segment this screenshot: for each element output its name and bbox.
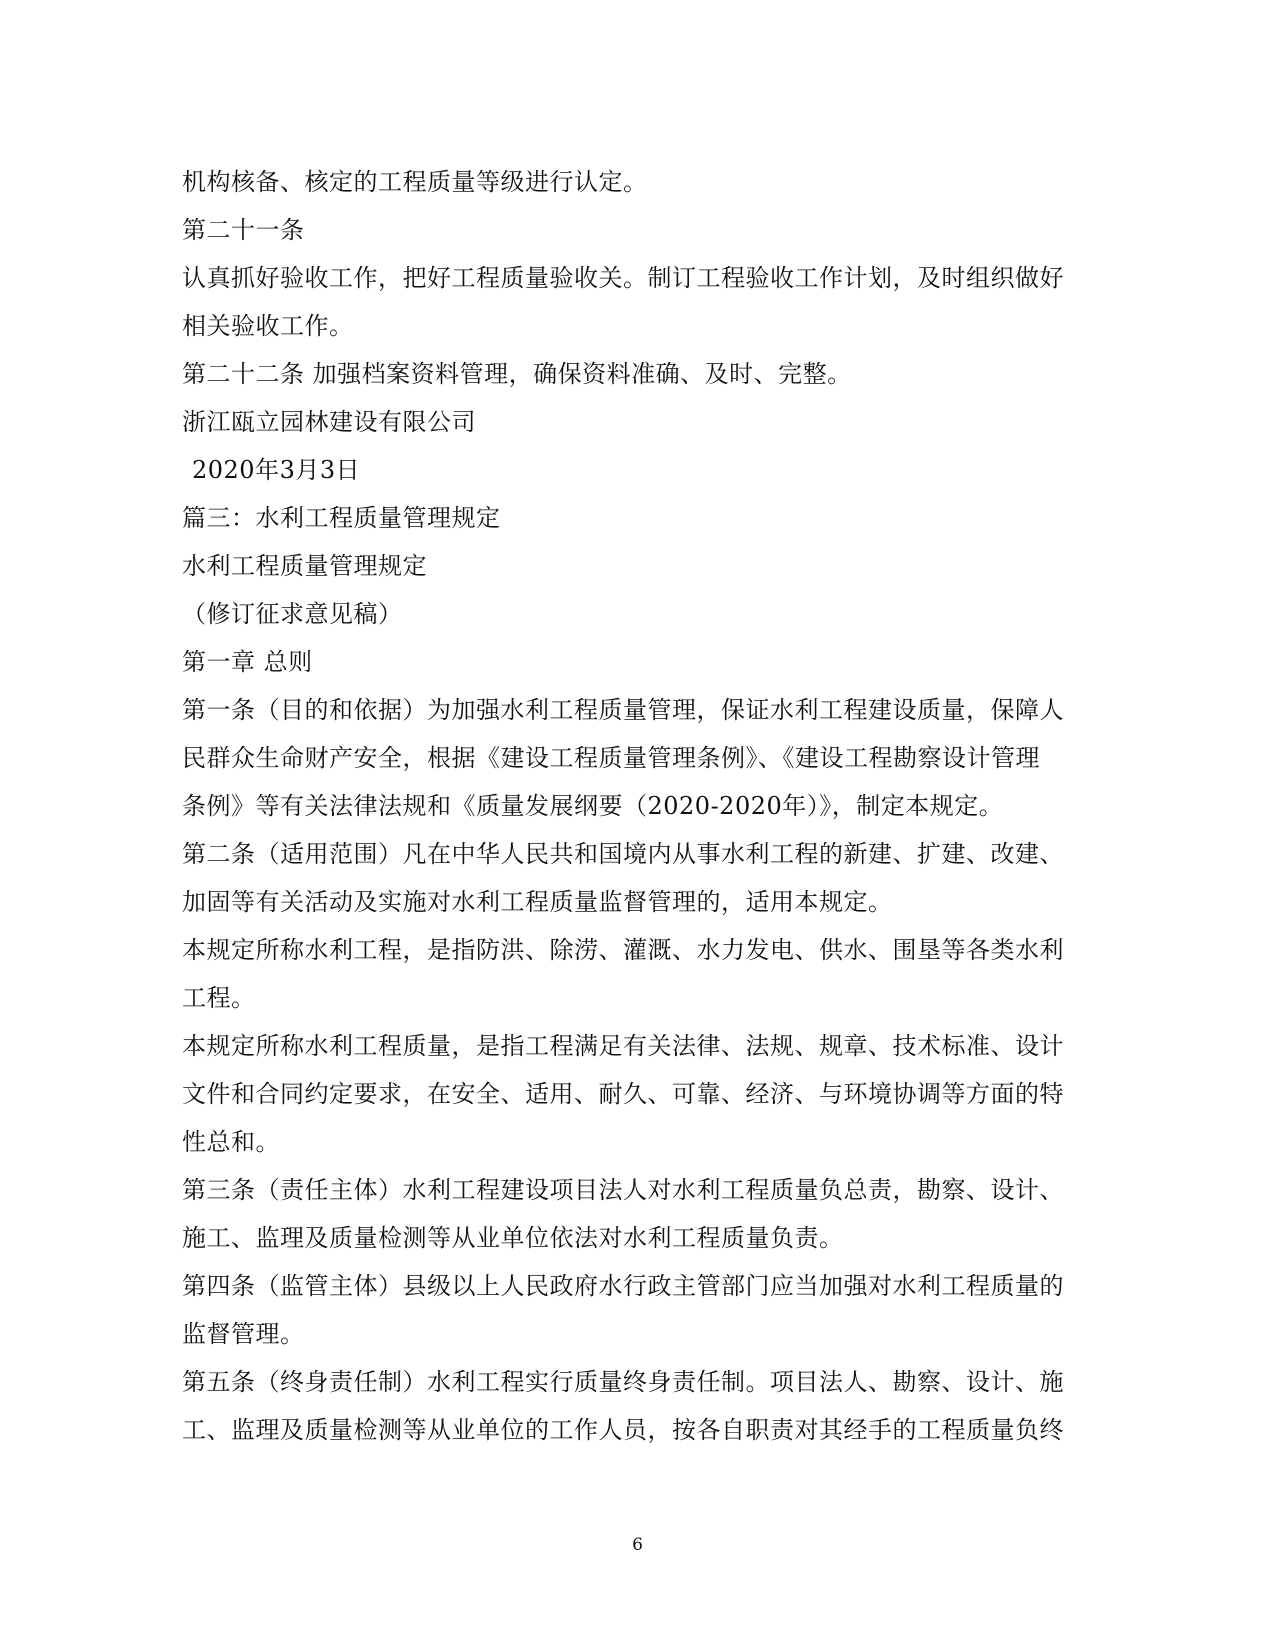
article-heading: 第二十一条 — [182, 216, 305, 244]
date-line: 2020年3月3日 — [192, 456, 361, 484]
text-line: 条例》等有关法律法规和《质量发展纲要（2020-2020年）》，制定本规定。 — [182, 792, 1004, 820]
text-line: 机构核备、核定的工程质量等级进行认定。 — [182, 168, 648, 196]
text-line: 本规定所称水利工程质量，是指工程满足有关法律、法规、规章、技术标准、设计 — [182, 1032, 1064, 1060]
page-number: 6 — [632, 1535, 643, 1555]
section-title: 篇三：水利工程质量管理规定 — [182, 504, 501, 532]
text-line: 第五条（终身责任制）水利工程实行质量终身责任制。项目法人、勘察、设计、施 — [182, 1368, 1064, 1396]
text-line: 第四条（监管主体）县级以上人民政府水行政主管部门应当加强对水利工程质量的 — [182, 1272, 1064, 1300]
company-name: 浙江瓯立园林建设有限公司 — [182, 408, 476, 436]
document-title: 水利工程质量管理规定 — [182, 552, 427, 580]
text-line: 第二条（适用范围）凡在中华人民共和国境内从事水利工程的新建、扩建、改建、 — [182, 840, 1064, 868]
text-line: 性总和。 — [182, 1128, 280, 1156]
text-line: 施工、监理及质量检测等从业单位依法对水利工程质量负责。 — [182, 1224, 844, 1252]
text-line: 民群众生命财产安全，根据《建设工程质量管理条例》、《建设工程勘察设计管理 — [182, 744, 1040, 772]
text-line: 相关验收工作。 — [182, 312, 354, 340]
text-line: 本规定所称水利工程，是指防洪、除涝、灌溉、水力发电、供水、围垦等各类水利 — [182, 936, 1064, 964]
chapter-heading: 第一章 总则 — [182, 648, 313, 676]
document-subtitle: （修订征求意见稿） — [182, 600, 403, 628]
text-line: 第一条（目的和依据）为加强水利工程质量管理，保证水利工程建设质量，保障人 — [182, 696, 1064, 724]
text-line: 工程。 — [182, 984, 256, 1012]
text-line: 第三条（责任主体）水利工程建设项目法人对水利工程质量负总责，勘察、设计、 — [182, 1176, 1064, 1204]
document-body — [182, 158, 1087, 1454]
text-line: 监督管理。 — [182, 1320, 305, 1348]
text-line: 第二十二条 加强档案资料管理，确保资料准确、及时、完整。 — [182, 360, 852, 388]
text-line: 文件和合同约定要求，在安全、适用、耐久、可靠、经济、与环境协调等方面的特 — [182, 1080, 1064, 1108]
text-line: 工、监理及质量检测等从业单位的工作人员，按各自职责对其经手的工程质量负终 — [182, 1416, 1064, 1444]
text-line: 加固等有关活动及实施对水利工程质量监督管理的，适用本规定。 — [182, 888, 893, 916]
text-line: 认真抓好验收工作，把好工程质量验收关。制订工程验收工作计划，及时组织做好 — [182, 264, 1064, 292]
